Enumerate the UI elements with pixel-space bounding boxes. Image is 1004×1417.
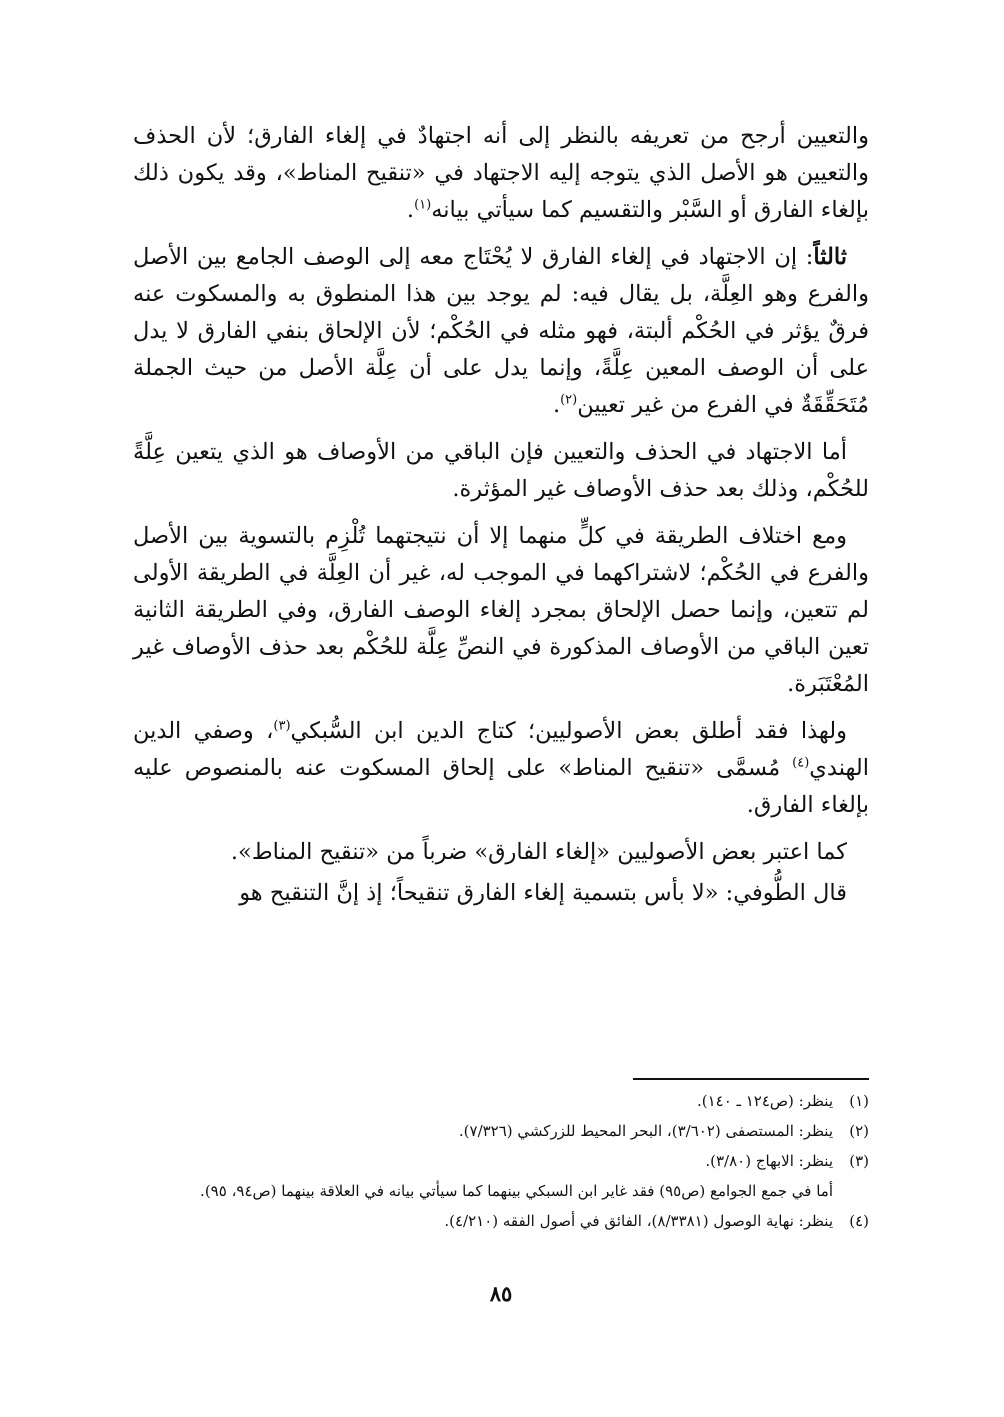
footnote-separator bbox=[633, 1078, 869, 1080]
paragraph-7-text: قال الطُّوفي: «لا بأس بتسمية إلغاء الفارق تنقيحاً؛ إذ إنَّ التنقيح هو bbox=[239, 880, 847, 906]
paragraph-1 bbox=[133, 118, 869, 229]
main-text bbox=[133, 118, 869, 912]
paragraph-2-lead: ثالثاً bbox=[813, 244, 847, 270]
paragraph-6-text: كما اعتبر بعض الأصوليين «إلغاء الفارق» ضرباً من «تنقيح المناط». bbox=[230, 839, 847, 865]
paragraph-1-end: . bbox=[406, 197, 415, 223]
footnote-text: ينظر: الابهاج (٣/٨٠). bbox=[705, 1152, 833, 1170]
paragraph-5-text-a: ولهذا فقد أطلق بعض الأصوليين؛ كتاج الدين ابن السُّبكي bbox=[290, 718, 848, 744]
footnote-text: ينظر: نهاية الوصول (٨/٣٣٨١)، الفائق في أصول الفقه (٤/٢١٠). bbox=[444, 1212, 833, 1230]
footnote-3-continuation bbox=[133, 1178, 869, 1204]
paragraph-3 bbox=[133, 434, 869, 508]
footnote-2 bbox=[133, 1118, 869, 1144]
footnote-4 bbox=[133, 1208, 869, 1234]
paragraph-2-end: . bbox=[552, 392, 561, 418]
paragraph-7 bbox=[133, 875, 869, 912]
footnote-ref-2: (٢) bbox=[560, 392, 578, 408]
paragraph-4 bbox=[133, 518, 869, 703]
footnote-1 bbox=[133, 1088, 869, 1114]
paragraph-5-text-c: مُسمَّى «تنقيح المناط» على إلحاق المسكوت عنه بالمنصوص عليه بإلغاء الفارق. bbox=[133, 755, 869, 818]
paragraph-2 bbox=[133, 239, 869, 424]
paragraph-3-text: أما الاجتهاد في الحذف والتعيين فإن الباقي من الأوصاف هو الذي يتعين عِلَّةً للحُكْم، وذلك بعد حذف الأوصاف غير المؤثرة. bbox=[133, 439, 869, 502]
footnote-3 bbox=[133, 1148, 869, 1174]
footnote-ref-4: (٤) bbox=[792, 755, 810, 771]
paragraph-4-text: ومع اختلاف الطريقة في كلٍّ منهما إلا أن نتيجتهما تُلْزِم بالتسوية بين الأصل والفرع في الحُكْم؛ لاشتراكهما في الموجب له، غير أن العِلَّة في الطريقة الأولى لم تتعين، وإنما حصل الإلحاق بمجرد إلغاء الوصف الفارق، وفي الطريقة الثانية تعين الباقي من الأوصاف المذكورة في النصِّ عِلَّة للحُكْم بعد حذف الأوصاف غير المُعْتَبَرة. bbox=[133, 523, 869, 697]
paragraph-1-text: والتعيين أرجح من تعريفه بالنظر إلى أنه اجتهادٌ في إلغاء الفارق؛ لأن الحذف والتعيين هو الأصل الذي يتوجه إليه الاجتهاد في «تنقيح المناط»، وقد يكون ذلك بإلغاء الفارق أو السَّبْر والتقسيم كما سيأتي بيانه bbox=[133, 123, 869, 223]
footnote-number: (١) bbox=[849, 1092, 869, 1110]
document-page bbox=[133, 118, 869, 1318]
footnote-ref-3: (٣) bbox=[273, 718, 291, 734]
paragraph-6 bbox=[133, 834, 869, 871]
paragraph-5-text-b: ، وصفي الدين الهندي bbox=[133, 718, 869, 781]
paragraph-5 bbox=[133, 713, 869, 824]
footnote-ref-1: (١) bbox=[414, 197, 432, 213]
footnote-number: (٣) bbox=[849, 1152, 869, 1170]
footnote-text: ينظر: المستصفى (٣/٦٠٢)، البحر المحيط للزركشي (٧/٣٢٦). bbox=[458, 1122, 833, 1140]
page-number: ٨٥ bbox=[489, 1281, 513, 1306]
footnote-text: أما في جمع الجوامع (ص٩٥) فقد غاير ابن السبكي بينهما كما سيأتي بيانه في العلاقة بينهما (ص٩٤، ٩٥). bbox=[200, 1182, 833, 1200]
footnote-number: (٤) bbox=[849, 1212, 869, 1230]
paragraph-2-text: : إن الاجتهاد في إلغاء الفارق لا يُحْتَاج معه إلى الوصف الجامع بين الأصل والفرع وهو العِلَّة، بل يقال فيه: لم يوجد بين هذا المنطوق به والمسكوت عنه فرقٌ يؤثر في الحُكْم ألبتة، فهو مثله في الحُكْم؛ لأن الإلحاق بنفي الفارق لا يدل على أن الوصف المعين عِلَّةً، وإنما يدل على أن عِلَّة الأصل من حيث الجملة مُتَحَقِّقَةٌ في الفرع من غير تعيين bbox=[133, 244, 869, 418]
footnote-text: ينظر: (ص١٢٤ ـ ١٤٠). bbox=[697, 1092, 833, 1110]
footnotes bbox=[133, 1088, 869, 1238]
footnote-number: (٢) bbox=[849, 1122, 869, 1140]
